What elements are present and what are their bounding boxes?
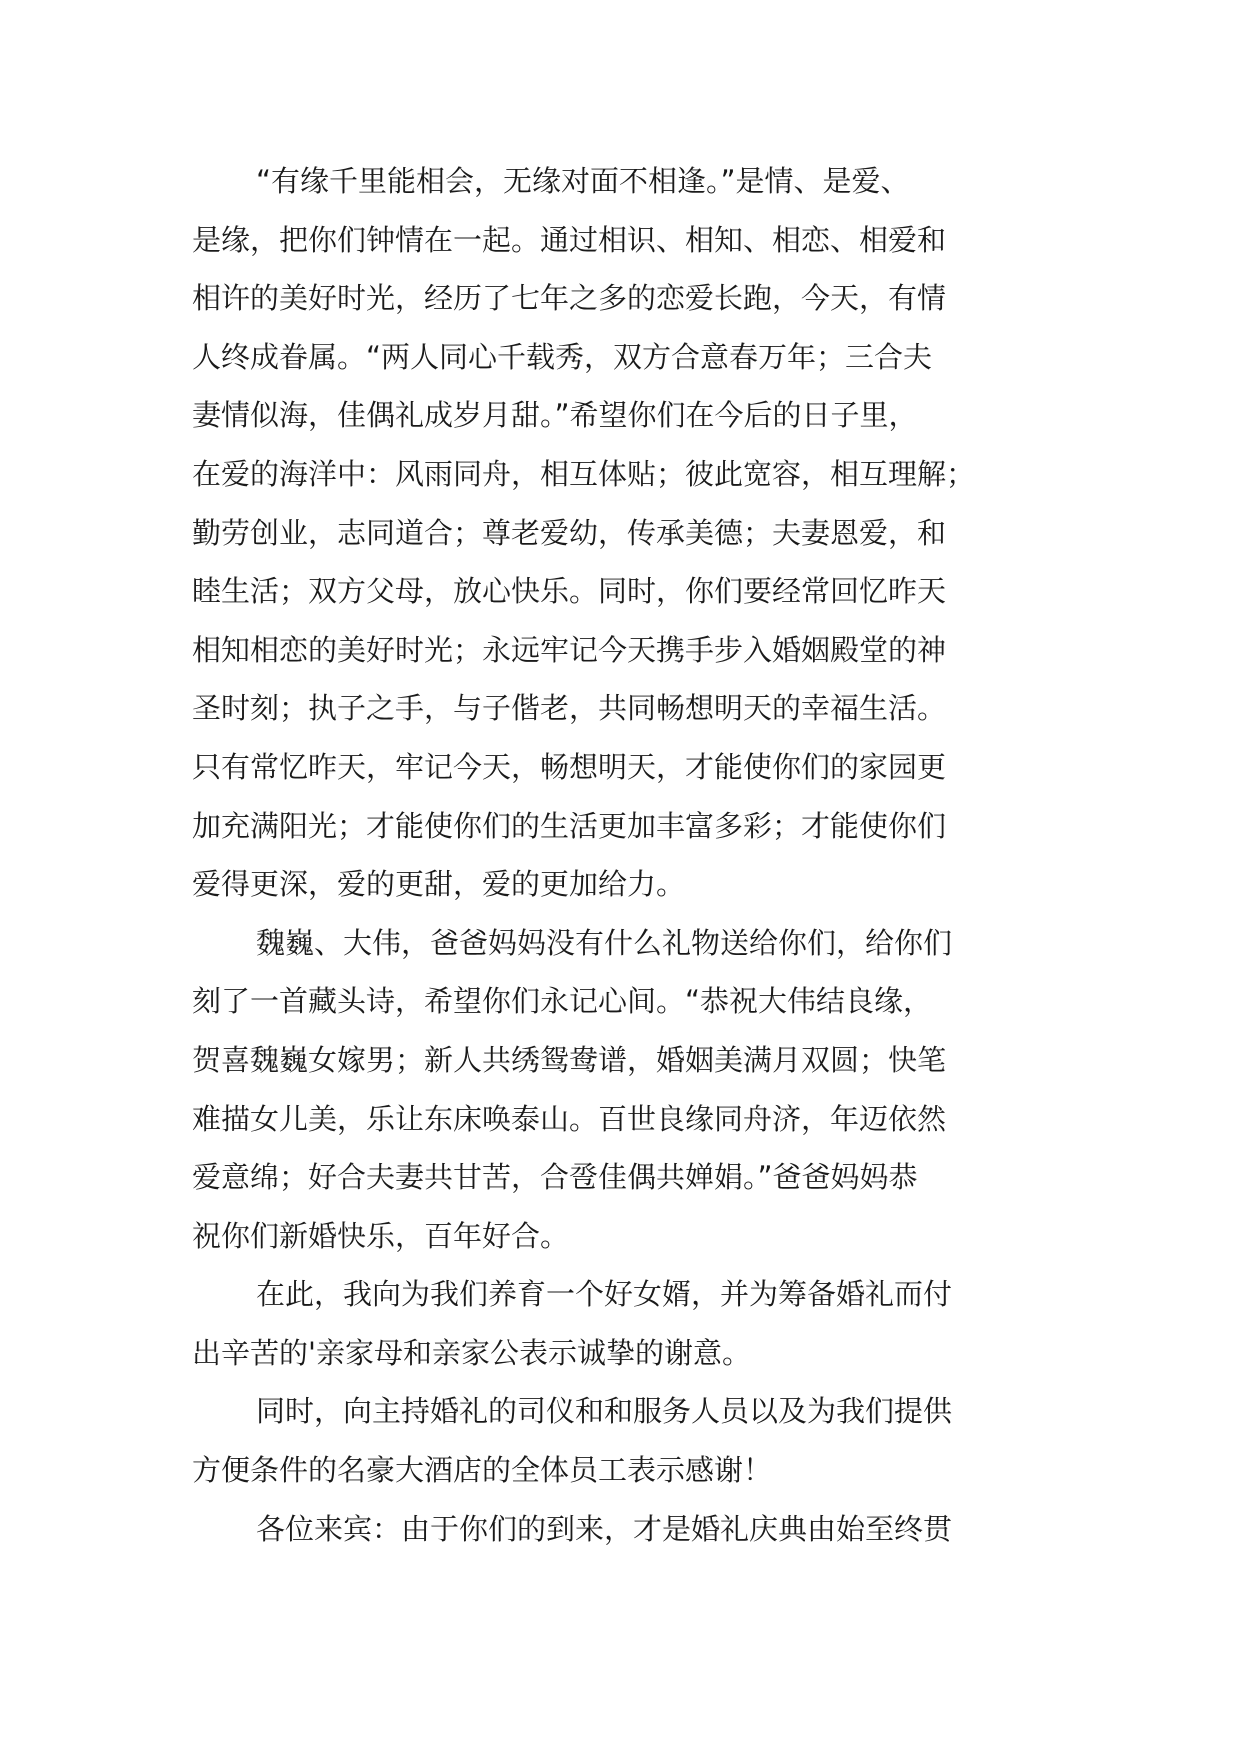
text-line: 在此，我向为我们养育一个好女婿，并为筹备婚礼而付 <box>256 1277 953 1312</box>
text-line: 贺喜魏巍女嫁男；新人共绣鸳鸯谱，婚姻美满月双圆；快笔 <box>192 1042 947 1077</box>
text-line: 相知相恋的美好时光；永远牢记今天携手步入婚姻殿堂的神 <box>192 632 947 667</box>
text-line: 各位来宾：由于你们的到来，才是婚礼庆典由始至终贯 <box>256 1511 953 1546</box>
text-line: 祝你们新婚快乐，百年好合。 <box>192 1218 570 1253</box>
text-line: 勤劳创业，志同道合；尊老爱幼，传承美德；夫妻恩爱，和 <box>192 515 947 550</box>
text-line: 同时，向主持婚礼的司仪和和服务人员以及为我们提供 <box>256 1394 953 1429</box>
text-line: 魏巍、大伟，爸爸妈妈没有什么礼物送给你们，给你们 <box>256 925 953 960</box>
text-line: 睦生活；双方父母，放心快乐。同时，你们要经常回忆昨天 <box>192 574 947 609</box>
text-line: “有缘千里能相会，无缘对面不相逢。”是情、是爱、 <box>256 164 910 198</box>
text-line: 只有常忆昨天，牢记今天，畅想明天，才能使你们的家园更 <box>192 749 947 784</box>
text-line: 刻了一首藏头诗，希望你们永记心间。“恭祝大伟结良缘， <box>192 984 933 1019</box>
text-line: 出辛苦的'亲家母和亲家公表示诚挚的谢意。 <box>192 1335 751 1370</box>
text-line: 在爱的海洋中：风雨同舟，相互体贴；彼此宽容，相互理解； <box>192 456 976 491</box>
speech-text <box>192 152 1072 1558</box>
text-line: 爱意绵；好合夫妻共甘苦，合卺佳偶共婵娟。”爸爸妈妈恭 <box>192 1160 918 1195</box>
text-line: 方便条件的名豪大酒店的全体员工表示感谢！ <box>192 1453 773 1488</box>
text-line: 妻情似海，佳偶礼成岁月甜。”希望你们在今后的日子里， <box>192 398 918 433</box>
text-line: 加充满阳光；才能使你们的生活更加丰富多彩；才能使你们 <box>192 808 947 843</box>
text-line: 爱得更深，爱的更甜，爱的更加给力。 <box>192 867 686 902</box>
text-line: 是缘，把你们钟情在一起。通过相识、相知、相恋、相爱和 <box>192 222 947 257</box>
text-line: 相许的美好时光，经历了七年之多的恋爱长跑，今天，有情 <box>192 281 947 316</box>
text-line: 难描女儿美，乐让东床唤泰山。百世良缘同舟济，年迈依然 <box>192 1101 947 1136</box>
text-line: 人终成眷属。“两人同心千载秀，双方合意春万年；三合夫 <box>192 339 933 374</box>
text-line: 圣时刻；执子之手，与子偕老，共同畅想明天的幸福生活。 <box>192 691 947 726</box>
